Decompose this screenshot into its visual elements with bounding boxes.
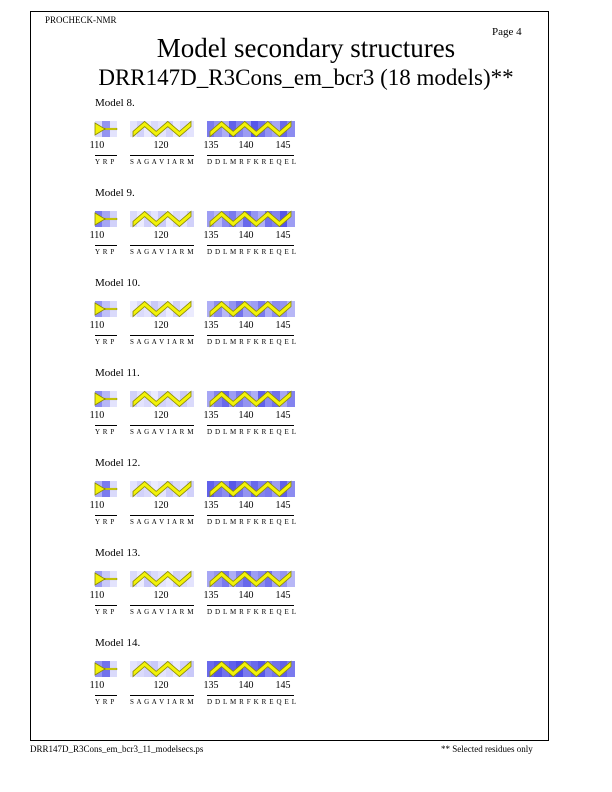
helix-ribbon	[210, 391, 291, 406]
turn-glyph	[95, 301, 117, 317]
helix-glyph	[210, 211, 291, 227]
helix-glyph	[133, 391, 191, 407]
residue-sequence: S A G A V I A R M	[130, 518, 195, 526]
turn-marker	[95, 303, 105, 315]
turn-marker	[95, 123, 105, 135]
helix-glyph	[133, 121, 191, 137]
helix-ribbon	[210, 301, 291, 316]
sequence-overline	[95, 605, 117, 606]
residue-number-label: 135	[203, 410, 219, 421]
residue-sequence: S A G A V I A R M	[130, 158, 195, 166]
model-label: Model 10.	[95, 277, 141, 289]
turn-glyph	[95, 571, 117, 587]
residue-number-label: 110	[89, 590, 105, 601]
turn-glyph	[95, 211, 117, 227]
turn-glyph	[95, 391, 117, 407]
model-label: Model 14.	[95, 637, 141, 649]
residue-number-label: 145	[275, 500, 291, 511]
residue-sequence: D D L M R F K R E Q E L	[207, 518, 297, 526]
sequence-overline	[130, 335, 194, 336]
residue-number-label: 140	[238, 320, 254, 331]
turn-marker	[95, 663, 105, 675]
helix-glyph	[210, 391, 291, 407]
residue-number-label: 140	[238, 590, 254, 601]
residue-sequence: S A G A V I A R M	[130, 608, 195, 616]
residue-number-label: 120	[153, 500, 169, 511]
footer-note: ** Selected residues only	[441, 744, 533, 754]
model-block	[0, 367, 612, 457]
sequence-overline	[130, 245, 194, 246]
sequence-overline	[207, 695, 294, 696]
model-block	[0, 97, 612, 187]
turn-marker	[95, 393, 105, 405]
helix-glyph	[133, 301, 191, 317]
residue-number-label: 140	[238, 230, 254, 241]
residue-number-label: 145	[275, 680, 291, 691]
residue-sequence: D D L M R F K R E Q E L	[207, 158, 297, 166]
residue-number-label: 140	[238, 680, 254, 691]
sequence-overline	[207, 245, 294, 246]
helix-ribbon	[210, 481, 291, 496]
model-label: Model 9.	[95, 187, 135, 199]
helix-ribbon	[133, 301, 191, 316]
model-block	[0, 187, 612, 277]
turn-marker	[95, 573, 105, 585]
residue-sequence: D D L M R F K R E Q E L	[207, 698, 297, 706]
helix-glyph	[210, 481, 291, 497]
footer-filename: DRR147D_R3Cons_em_bcr3_11_modelsecs.ps	[30, 744, 204, 754]
residue-sequence: Y R P	[95, 338, 115, 346]
helix-ribbon	[133, 661, 191, 676]
sequence-overline	[130, 695, 194, 696]
residue-number-label: 110	[89, 140, 105, 151]
residue-sequence: D D L M R F K R E Q E L	[207, 248, 297, 256]
helix-ribbon	[210, 661, 291, 676]
residue-sequence: S A G A V I A R M	[130, 248, 195, 256]
residue-sequence: Y R P	[95, 158, 115, 166]
helix-glyph	[133, 211, 191, 227]
model-label: Model 8.	[95, 97, 135, 109]
sequence-overline	[207, 425, 294, 426]
sequence-overline	[95, 245, 117, 246]
sequence-overline	[130, 515, 194, 516]
page-number: Page 4	[492, 26, 522, 38]
helix-glyph	[133, 571, 191, 587]
residue-sequence: Y R P	[95, 248, 115, 256]
model-block	[0, 457, 612, 547]
program-name: PROCHECK-NMR	[45, 15, 117, 25]
model-block	[0, 637, 612, 727]
helix-glyph	[133, 481, 191, 497]
residue-number-label: 145	[275, 590, 291, 601]
residue-number-label: 120	[153, 140, 169, 151]
model-label: Model 12.	[95, 457, 141, 469]
residue-sequence: Y R P	[95, 428, 115, 436]
turn-marker	[95, 483, 105, 495]
sequence-overline	[95, 425, 117, 426]
residue-sequence: Y R P	[95, 608, 115, 616]
helix-ribbon	[210, 571, 291, 586]
residue-number-label: 120	[153, 320, 169, 331]
sequence-overline	[207, 515, 294, 516]
sequence-overline	[207, 155, 294, 156]
model-block	[0, 547, 612, 637]
residue-number-label: 120	[153, 680, 169, 691]
helix-ribbon	[210, 121, 291, 136]
model-label: Model 13.	[95, 547, 141, 559]
helix-ribbon	[133, 121, 191, 136]
residue-sequence: D D L M R F K R E Q E L	[207, 338, 297, 346]
sequence-overline	[130, 605, 194, 606]
page-title: Model secondary structures	[156, 33, 456, 63]
residue-number-label: 120	[153, 590, 169, 601]
model-label: Model 11.	[95, 367, 140, 379]
residue-number-label: 140	[238, 500, 254, 511]
residue-sequence: S A G A V I A R M	[130, 428, 195, 436]
residue-number-label: 135	[203, 230, 219, 241]
helix-glyph	[210, 121, 291, 137]
residue-number-label: 110	[89, 230, 105, 241]
sequence-overline	[130, 155, 194, 156]
helix-ribbon	[210, 211, 291, 226]
residue-number-label: 110	[89, 500, 105, 511]
residue-sequence: S A G A V I A R M	[130, 338, 195, 346]
sequence-overline	[95, 335, 117, 336]
helix-glyph	[133, 661, 191, 677]
model-block	[0, 277, 612, 367]
helix-glyph	[210, 571, 291, 587]
residue-sequence: Y R P	[95, 518, 115, 526]
page-subtitle: DRR147D_R3Cons_em_bcr3 (18 models)**	[98, 65, 514, 90]
turn-glyph	[95, 661, 117, 677]
helix-ribbon	[133, 211, 191, 226]
sequence-overline	[207, 605, 294, 606]
residue-number-label: 135	[203, 680, 219, 691]
turn-glyph	[95, 481, 117, 497]
residue-number-label: 145	[275, 140, 291, 151]
residue-number-label: 110	[89, 320, 105, 331]
sequence-overline	[95, 695, 117, 696]
residue-number-label: 135	[203, 140, 219, 151]
sequence-overline	[207, 335, 294, 336]
residue-number-label: 135	[203, 500, 219, 511]
helix-ribbon	[133, 481, 191, 496]
helix-glyph	[210, 661, 291, 677]
residue-number-label: 140	[238, 410, 254, 421]
turn-marker	[95, 213, 105, 225]
helix-ribbon	[133, 571, 191, 586]
sequence-overline	[95, 515, 117, 516]
residue-sequence: D D L M R F K R E Q E L	[207, 428, 297, 436]
residue-number-label: 120	[153, 230, 169, 241]
helix-ribbon	[133, 391, 191, 406]
residue-sequence: D D L M R F K R E Q E L	[207, 608, 297, 616]
residue-number-label: 145	[275, 230, 291, 241]
residue-number-label: 145	[275, 410, 291, 421]
residue-number-label: 120	[153, 410, 169, 421]
residue-sequence: Y R P	[95, 698, 115, 706]
helix-glyph	[210, 301, 291, 317]
residue-number-label: 145	[275, 320, 291, 331]
residue-number-label: 135	[203, 320, 219, 331]
residue-number-label: 140	[238, 140, 254, 151]
residue-number-label: 110	[89, 410, 105, 421]
residue-number-label: 135	[203, 590, 219, 601]
residue-sequence: S A G A V I A R M	[130, 698, 195, 706]
turn-glyph	[95, 121, 117, 137]
sequence-overline	[130, 425, 194, 426]
residue-number-label: 110	[89, 680, 105, 691]
sequence-overline	[95, 155, 117, 156]
